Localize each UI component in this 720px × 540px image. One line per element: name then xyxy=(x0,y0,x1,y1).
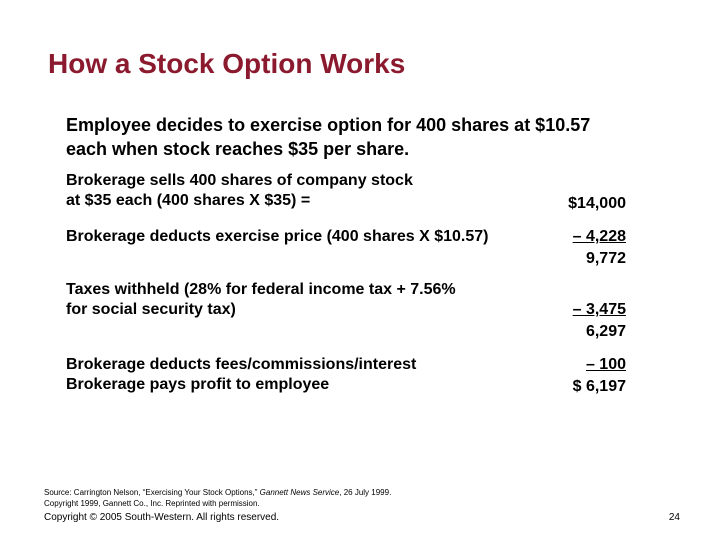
intro-text xyxy=(66,113,686,161)
row-description-line-1: Brokerage deducts fees/commissions/interest xyxy=(66,356,417,373)
page-number: 24 xyxy=(668,512,680,523)
calc-row-fees-profit xyxy=(66,355,646,399)
row-amount: – 4,228 xyxy=(572,228,626,245)
row-description-line-2: Brokerage pays profit to employee xyxy=(66,376,330,393)
row-subtotal: $ 6,197 xyxy=(572,378,626,395)
row-description xyxy=(66,171,546,211)
row-description-line-1: Brokerage deducts exercise price (400 shares X $10.57) xyxy=(66,228,489,245)
row-subtotal: 9,772 xyxy=(585,250,626,267)
row-description-line-2: at $35 each (400 shares X $35) = xyxy=(66,192,311,209)
intro-line-1: Employee decides to exercise option for 400 shares at $10.57 xyxy=(66,115,591,135)
row-description-line-1: Taxes withheld (28% for federal income tax + 7.56% xyxy=(66,281,456,298)
copyright-notice: Copyright © 2005 South-Western. All rights reserved. xyxy=(44,512,280,523)
row-subtotal: 6,297 xyxy=(585,323,626,340)
calc-row-exercise-price xyxy=(66,227,646,267)
row-description-line-1: Brokerage sells 400 shares of company stock xyxy=(66,172,413,189)
row-description xyxy=(66,280,546,320)
calc-row-taxes xyxy=(66,280,646,350)
source-publication: Gannett News Service xyxy=(259,488,340,497)
source-prefix: Source: Carrington Nelson, “Exercising Your Stock Options,” xyxy=(44,488,260,497)
slide-title: How a Stock Option Works xyxy=(48,48,406,79)
calc-row-sale xyxy=(66,171,646,211)
row-amount: $14,000 xyxy=(568,195,626,212)
row-amount: – 3,475 xyxy=(572,301,626,318)
intro-line-2: each when stock reaches $35 per share. xyxy=(66,139,410,159)
row-amount: – 100 xyxy=(585,356,626,373)
row-description xyxy=(66,227,546,247)
row-description xyxy=(66,355,546,395)
source-citation xyxy=(44,487,424,509)
row-description-line-2: for social security tax) xyxy=(66,301,236,318)
source-suffix: , 26 July 1999. Copyright 1999, Gannett Co., Inc. Reprinted with permission. xyxy=(44,488,392,508)
